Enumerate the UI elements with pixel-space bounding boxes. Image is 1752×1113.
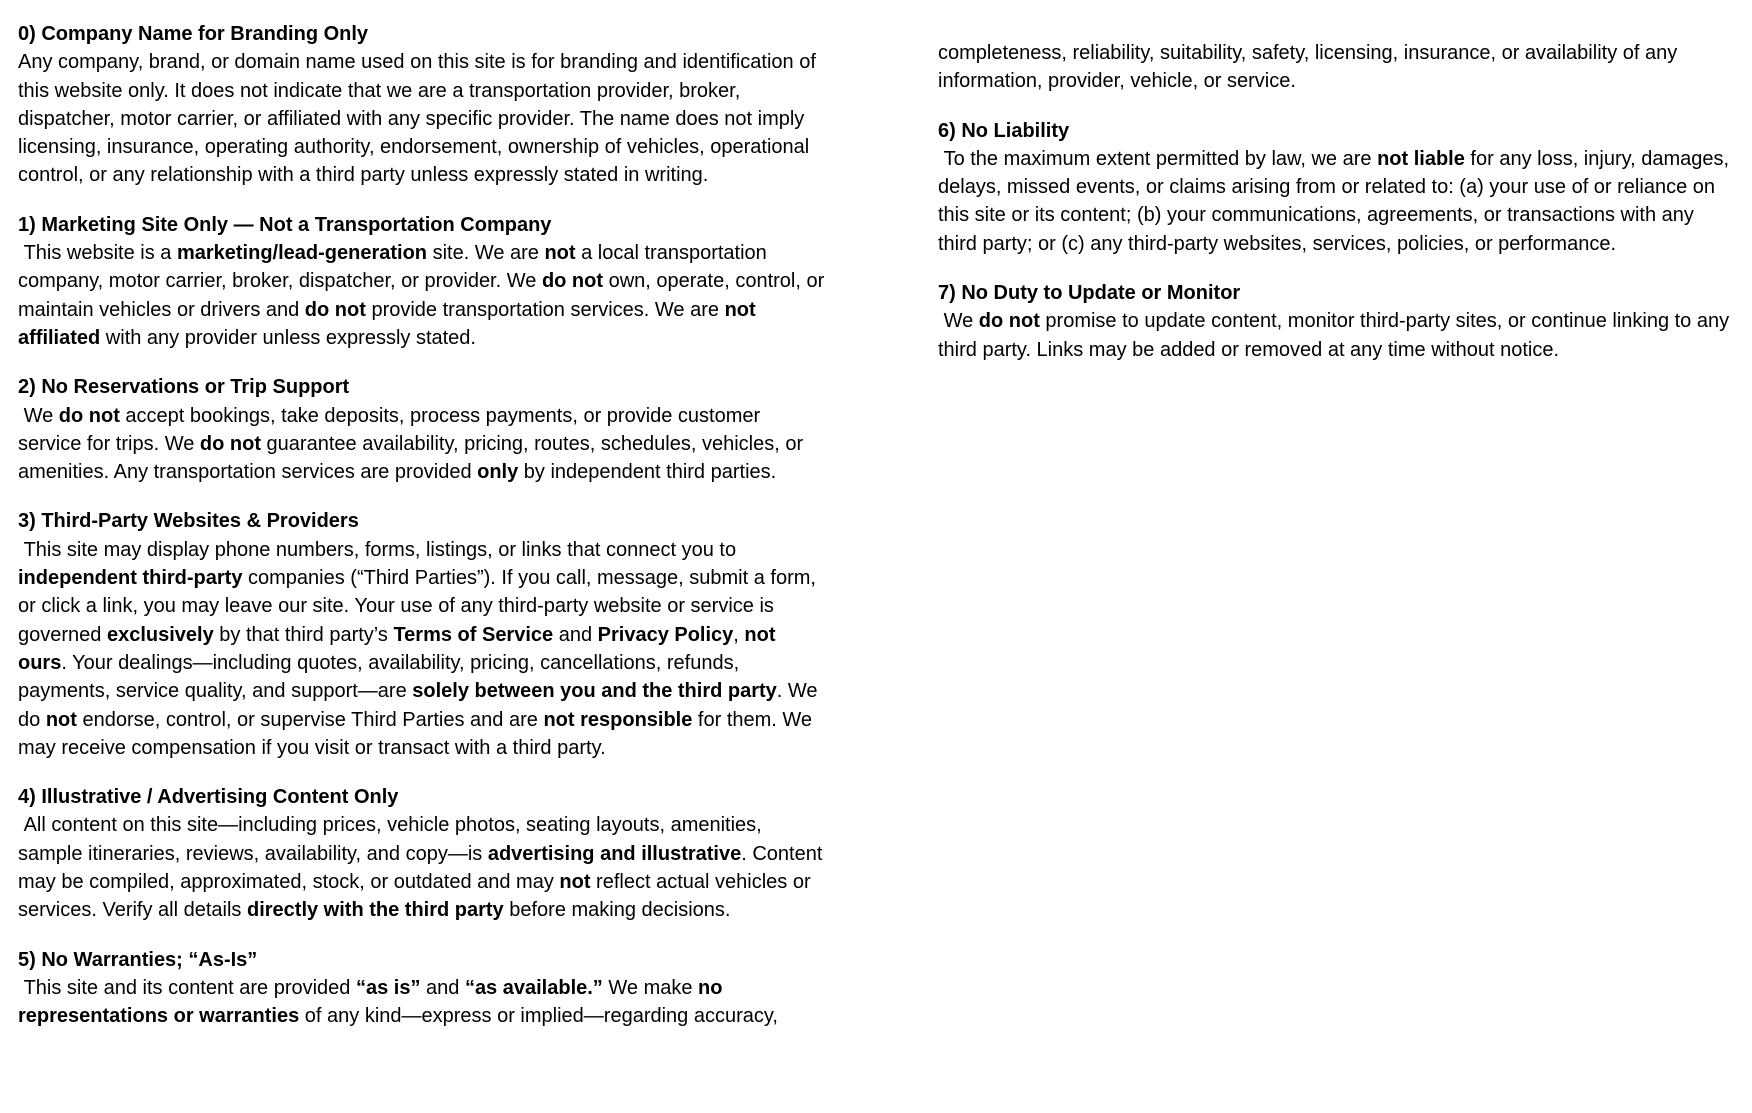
section-company-name bbox=[18, 20, 826, 190]
section-heading: 2) No Reservations or Trip Support bbox=[18, 376, 350, 399]
section-heading: 1) Marketing Site Only — Not a Transportation Company bbox=[18, 213, 552, 236]
section-no-warranties-continued bbox=[938, 39, 1738, 96]
section-no-warranties bbox=[18, 946, 826, 1031]
section-heading: 5) No Warranties; “As-Is” bbox=[18, 948, 258, 971]
section-body: This site and its content are provided “as is” and “as available.” We make no representations or warranties of any kind—express or implied—regarding accuracy, bbox=[18, 976, 778, 1028]
section-heading: 0) Company Name for Branding Only bbox=[18, 23, 369, 45]
left-column bbox=[18, 20, 830, 1052]
section-heading: 6) No Liability bbox=[938, 119, 1070, 142]
section-body: We do not promise to update content, monitor third-party sites, or continue linking to any third party. Links may be added or removed at any time without notice. bbox=[938, 310, 1735, 361]
section-illustrative-content bbox=[18, 783, 826, 924]
section-body: To the maximum extent permitted by law, we are not liable for any loss, injury, damages, delays, missed events, or claims arising from or related to: (a) your use of or reliance on this site or its content; (b) your communications, agreements, or transactions with any third party; or (c) any third-party websites, services, policies, or performance. bbox=[938, 147, 1735, 255]
section-third-party-websites bbox=[18, 507, 826, 762]
section-marketing-site-only bbox=[18, 211, 830, 352]
section-body: This site may display phone numbers, forms, listings, or links that connect you to independent third-party companies (“Third Parties”). If you call, message, submit a form, or click a link, you may leave our site. Your use of any third-party website or service is governed exclusively by that third party’s Terms of Service and Privacy Policy, not ours. Your dealings—including quotes, availability, pricing, cancellations, refunds, payments, service quality, and support—are solely between you and the third party. We do not endorse, control, or supervise Third Parties and are not responsible for them. We may receive compensation if you visit or transact with a third party. bbox=[18, 538, 824, 759]
section-body: Any company, brand, or domain name used on this site is for branding and identification of this website only. It does not indicate that we are a transportation provider, broker, dispatcher, motor carrier, or affiliated with any specific provider. The name does not imply licensing, insurance, operating authority, endorsement, ownership of vehicles, operational control, or any relationship with a third party unless expressly stated in writing. bbox=[18, 51, 822, 187]
section-body: This website is a marketing/lead-generation site. We are not a local transportation company, motor carrier, broker, dispatcher, or provider. We do not own, operate, control, or maintain vehicles or drivers and do not provide transportation services. We are not affiliated with any provider unless expressly stated. bbox=[18, 242, 830, 349]
section-heading: 4) Illustrative / Advertising Content Only bbox=[18, 786, 399, 809]
section-no-liability bbox=[938, 117, 1738, 258]
section-heading: 3) Third-Party Websites & Providers bbox=[18, 510, 359, 533]
section-body: All content on this site—including prices, vehicle photos, seating layouts, amenities, sample itineraries, reviews, availability, and copy—is advertising and illustrative. Content may be compiled, approximated, stock, or outdated and may not reflect actual vehicles or services. Verify all details directly with the third party before making decisions. bbox=[18, 814, 828, 922]
section-no-duty-to-update bbox=[938, 279, 1738, 364]
section-no-reservations bbox=[18, 373, 826, 486]
section-body: We do not accept bookings, take deposits, process payments, or provide customer service for trips. We do not guarantee availability, pricing, routes, schedules, vehicles, or amenities. Any transportation services are provided only by independent third parties. bbox=[18, 404, 809, 484]
section-body: completeness, reliability, suitability, safety, licensing, insurance, or availability of any information, provider, vehicle, or service. bbox=[938, 42, 1683, 93]
right-column bbox=[938, 39, 1738, 385]
section-heading: 7) No Duty to Update or Monitor bbox=[938, 282, 1241, 305]
